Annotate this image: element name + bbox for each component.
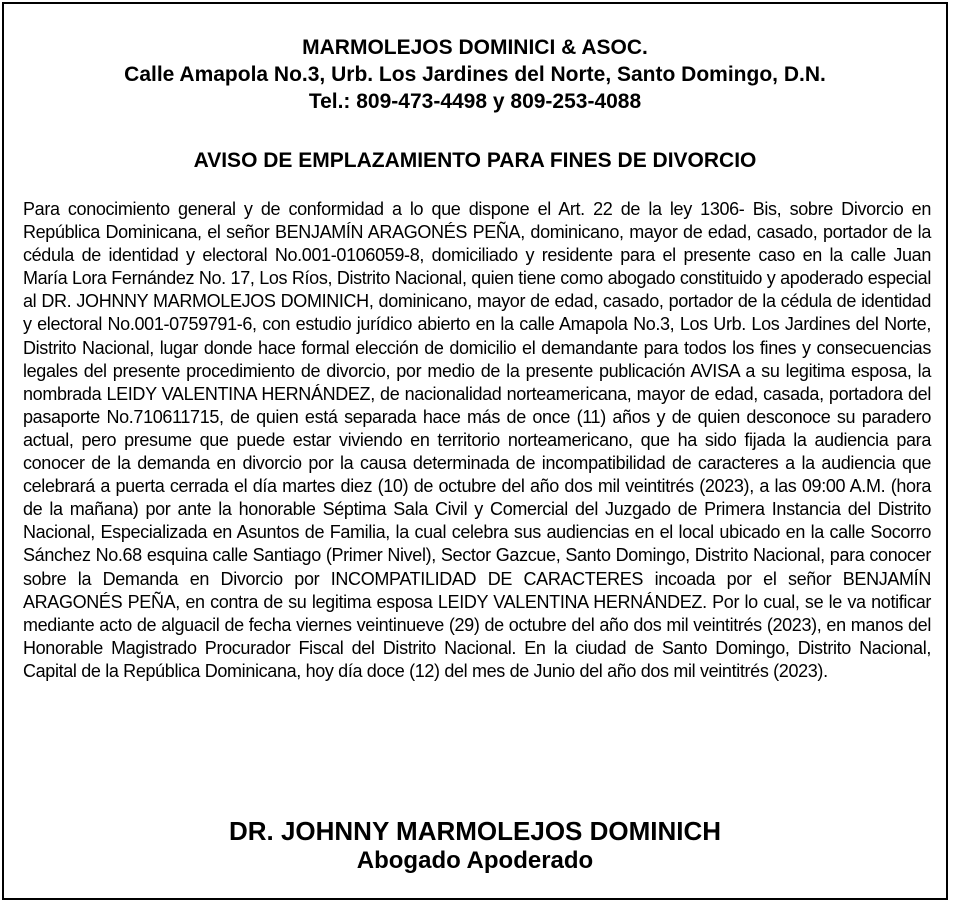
firm-phone: Tel.: 809-473-4498 y 809-253-4088: [308, 90, 642, 113]
firm-address: Calle Amapola No.3, Urb. Los Jardines del Norte, Santo Domingo, D.N.: [124, 63, 826, 86]
signature-role: Abogado Apoderado: [356, 847, 594, 874]
signature-block: [4, 816, 946, 876]
legal-notice-frame: [2, 2, 948, 900]
notice-title: AVISO DE EMPLAZAMIENTO PARA FINES DE DIVORCIO: [193, 149, 757, 172]
firm-name: MARMOLEJOS DOMINICI & ASOC.: [302, 36, 648, 59]
notice-body: Para conocimiento general y de conformidad a lo que dispone el Art. 22 de la ley 1306- Bis, sobre Divorcio en República Dominicana, el señor BENJAMÍN ARAGONÉS PEÑA, dominicano, mayor de edad, casado, portador de la cédula de identidad y electoral No.001-0106059-8, domiciliado y residente para el presente caso en la calle Juan María Lora Fernández No. 17, Los Ríos, Distrito Nacional, quien tiene como abogado constituido y apoderado especial al DR. JOHNNY MARMOLEJOS DOMINICH, dominicano, mayor de edad, casado, portador de la cédula de identidad y electoral No.001-0759791-6, con estudio jurídico abierto en la calle Amapola No.3, Los Urb. Los Jardines del Norte, Distrito Nacional, lugar donde hace formal elección de domicilio el demandante para todos los fines y consecuencias legales del presente procedimiento de divorcio, por medio de la presente publicación AVISA a su legitima esposa, la nombrada LEIDY VALENTINA HERNÁNDEZ, de nacionalidad norteamericana, mayor de edad, casada, portadora del pasaporte No.710611715, de quien está separada hace más de once (11) años y de quien desconoce su paradero actual, pero presume que puede estar viviendo en territorio norteamericano, que ha sido fijada la audiencia para conocer de la demanda en divorcio por la causa determinada de incompatibilidad de caracteres a la audiencia que celebrará a puerta cerrada el día martes diez (10) de octubre del año dos mil veintitrés (2023), a las 09:00 A.M. (hora de la mañana) por ante la honorable Séptima Sala Civil y Comercial del Juzgado de Primera Instancia del Distrito Nacional, Especializada en Asuntos de Familia, la cual celebra sus audiencias en el local ubicado en la calle Socorro Sánchez No.68 esquina calle Santiago (Primer Nivel), Sector Gazcue, Santo Domingo, Distrito Nacional, para conocer sobre la Demanda en Divorcio por INCOMPATILIDAD DE CARACTERES incoada por el señor BENJAMÍN ARAGONÉS PEÑA, en contra de su legitima esposa LEIDY VALENTINA HERNÁNDEZ. Por lo cual, se le va notificar mediante acto de alguacil de fecha viernes veintinueve (29) de octubre del año dos mil veintitrés (2023), en manos del Honorable Magistrado Procurador Fiscal del Distrito Nacional. En la ciudad de Santo Domingo, Distrito Nacional, Capital de la República Dominicana, hoy día doce (12) del mes de Junio del año dos mil veintitrés (2023).: [23, 199, 931, 681]
firm-header: [4, 34, 946, 115]
signature-name: DR. JOHNNY MARMOLEJOS DOMINICH: [228, 816, 722, 846]
